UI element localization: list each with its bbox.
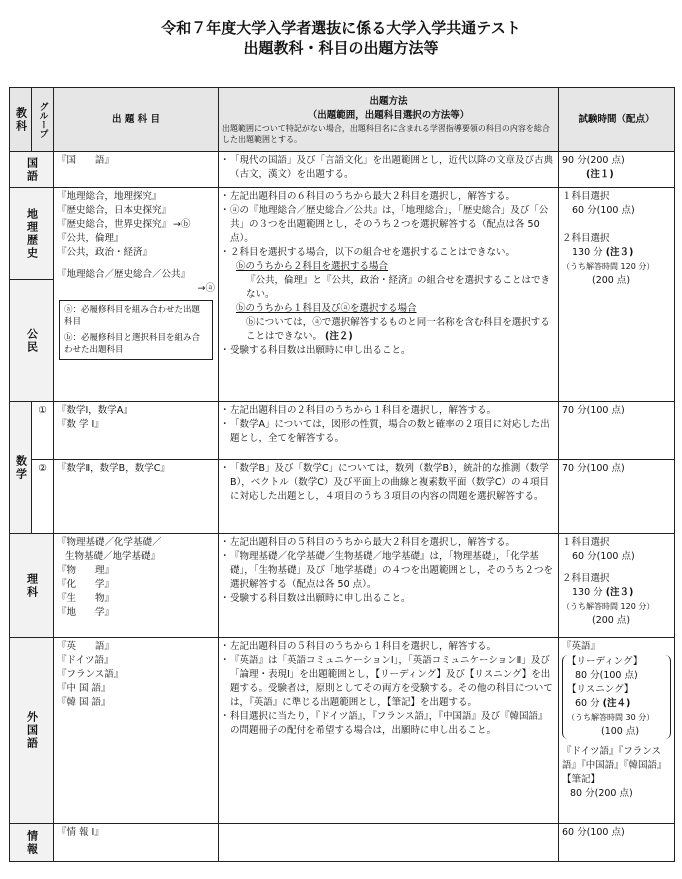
method-chireki-1: ・ 左記出題科目の６科目のうちから最大２科目を選択し，解答する。 [222, 190, 555, 204]
time-chireki-2pts: (200 点) [592, 275, 631, 286]
course-rika-3: 『化 学』 [57, 579, 115, 590]
time-gaikoku-other: 『ドイツ語』『フランス語』『中国語』『韓国語』 [562, 746, 667, 771]
header-method-sub: （出題範囲，出題科目選択の方法等） [307, 109, 470, 121]
time-gaikoku-written-v: 80 分(200 点) [570, 788, 633, 799]
time-kokugo: 90 分(200 点) [562, 155, 625, 166]
method-chireki-3a-text: 『公共，倫理』と『公共，政治・経済』の組合せを選択することはできない。 [246, 275, 551, 300]
time-rika-1v: 60 分(100 点) [572, 551, 635, 562]
course-chireki-5: 『公共，政治・経済』 [57, 247, 153, 258]
table-row-joho [10, 824, 675, 862]
course-rika-1b: 生物基礎／地学基礎』 [65, 551, 161, 562]
legend-a: ⓐ：必履修科目を組み合わせた出題科目 [64, 305, 201, 327]
time-gaikoku-reading: 【リーディング】 [567, 656, 643, 667]
header-group: グループ [37, 101, 48, 138]
time-rika-2sub: （うち解答時間 120 分） [562, 602, 655, 611]
header-method-title: 出題方法 [369, 95, 408, 107]
method-gaikoku-1: ・ 左記出題科目の５科目のうちから１科目を選択し，解答する。 [222, 640, 555, 654]
time-sugaku-2: 70 分(100 点) [559, 460, 675, 534]
time-gaikoku-listening-v: 60 分 [575, 698, 600, 709]
time-gaikoku-eng: 『英語』 [562, 641, 601, 652]
method-sugaku-2: ・ 「数学B」及び「数学C」については，数列（数学B），統計的な推測（数学B），ベクトル（数学C）及び平面上の曲線と複素数平面（数学C）の４項目に対応した出題とし，４項目のうち３項目の内容の問題を選択解答する。 [222, 462, 555, 504]
method-gaikoku-2: ・ 『英語』は「英語コミュニケーションⅠ」，「英語コミュニケーションⅡ」及び「論理・表現Ⅰ」を出題範囲とし，【リーディング】及び【リスニング】を出題する。受験者は，原則としてその両方を受験する。その他の科目については，『英語』に準じる出題範囲とし，【筆記】を出題する。 [222, 654, 555, 710]
method-sugaku-1b: ・ 「数学A」については，図形の性質，場合の数と確率の２項目に対応した出題とし，全てを解答する。 [222, 418, 555, 446]
table-row-sugaku-2 [10, 460, 675, 534]
course-gaikoku-5: 『韓 国 語』 [57, 697, 111, 708]
legend-box [59, 300, 213, 360]
method-rika-3: ・ 受験する科目数は出願時に申し出ること。 [222, 592, 555, 606]
group-2: ② [32, 460, 54, 534]
time-rika-1: １科目選択 [562, 537, 610, 548]
subject-sugaku: 数学 [14, 454, 28, 481]
course-sugaku-1a: 『数学Ⅰ，数学A』 [57, 405, 133, 416]
arrow-b: →ⓑ [173, 219, 191, 230]
time-gaikoku-listening-note: (注４) [602, 698, 631, 709]
course-gaikoku-1: 『英 語』 [57, 641, 115, 652]
course-gaikoku-2: 『ドイツ語』 [57, 655, 114, 666]
course-rika-5: 『地 学』 [57, 607, 115, 618]
method-chireki-3b-note: (注２) [325, 331, 353, 342]
time-rika-2v: 130 分 [572, 587, 603, 598]
time-gaikoku-listening-pts: (100 点) [601, 726, 640, 737]
method-kokugo: ・ 「現代の国語」及び「言語文化」を出題範囲とし，近代以降の文章及び古典（古文，漢文）を出題する。 [222, 154, 555, 182]
course-chireki-1: 『地理総合，地理探究』 [57, 191, 162, 202]
time-rika-2note: (注３) [605, 587, 634, 598]
time-gaikoku-written: 【筆記】 [562, 774, 601, 785]
time-chireki-2note: (注３) [605, 247, 634, 258]
table-header-row [10, 88, 675, 152]
subject-joho: 情報 [25, 829, 39, 856]
legend-b: ⓑ：必履修科目と選択科目を組み合わせた出題科目 [64, 333, 201, 355]
exam-subjects-table [9, 87, 675, 862]
course-chireki-a: 『地理総合／歴史総合／公共』 [57, 269, 191, 280]
method-sugaku-1a: ・ 左記出題科目の２科目のうちから１科目を選択し，解答する。 [222, 404, 555, 418]
course-sugaku-1b: 『数 学 Ⅰ』 [57, 419, 104, 430]
time-gaikoku-listening: 【リスニング】 [567, 684, 634, 695]
time-gaikoku-listening-sub: （うち解答時間 30 分） [567, 713, 655, 722]
method-chireki-3b: ⓑのうちから１科目及びⓐを選択する場合 [236, 303, 417, 314]
document-subtitle: 出題教科・科目の出題方法等 [243, 39, 439, 57]
time-joho: 60 分(100 点) [559, 824, 675, 862]
time-chireki-1: １科目選択 [562, 191, 610, 202]
course-sugaku-2: 『数学Ⅱ，数学B，数学C』 [54, 460, 219, 534]
header-time: 試験時間（配点） [559, 88, 675, 152]
subject-chireki: 地理歴史 [25, 207, 39, 260]
table-row-sugaku-1 [10, 402, 675, 460]
time-chireki-2sub: （うち解答時間 120 分） [562, 262, 655, 271]
method-chireki-2: ・ ⓐの『地理総合／歴史総合／公共』は，「地理総合」，「歴史総合」及び「公共」の３つを出題範囲とし，そのうち２つを選択解答する（配点は各 50 点）。 [222, 204, 555, 246]
method-chireki-4: ・ 受験する科目数は出願時に申し出ること。 [222, 344, 555, 358]
course-gaikoku-4: 『中 国 語』 [57, 683, 111, 694]
method-chireki-3b-text: ⓑについては，ⓐで選択解答するものと同一名称を含む科目を選択することはできない。 [246, 317, 550, 342]
method-chireki-3a: ⓑのうちから２科目を選択する場合 [236, 261, 389, 272]
time-kokugo-note: (注１) [586, 169, 614, 180]
subject-kokugo: 国語 [25, 156, 39, 183]
course-rika-4: 『生 物』 [57, 593, 115, 604]
subject-rika: 理科 [25, 572, 39, 599]
header-course: 出 題 科 目 [54, 88, 219, 152]
table-row-kokugo [10, 152, 675, 188]
course-chireki-3: 『歴史総合，世界史探究』 [57, 219, 172, 230]
group-1: ① [32, 402, 54, 460]
course-gaikoku-3: 『フランス語』 [57, 669, 124, 680]
course-rika-2: 『物 理』 [57, 565, 115, 576]
time-gaikoku-reading-v: 80 分(100 点) [575, 670, 638, 681]
course-joho: 『情 報 Ⅰ』 [54, 824, 219, 862]
course-chireki-4: 『公共，倫理』 [57, 233, 124, 244]
time-sugaku-1: 70 分(100 点) [559, 402, 675, 460]
table-row-gaikoku [10, 638, 675, 824]
course-kokugo: 『国 語』 [54, 152, 219, 188]
method-chireki-3: ・ ２科目を選択する場合，以下の組合せを選択することはできない。 [222, 246, 555, 260]
time-rika-2: ２科目選択 [562, 573, 610, 584]
course-rika-1: 『物理基礎／化学基礎／ [57, 537, 162, 548]
subject-komin: 公民 [25, 327, 39, 354]
time-chireki-2: ２科目選択 [562, 233, 610, 244]
time-chireki-2v: 130 分 [572, 247, 603, 258]
method-gaikoku-3: ・ 科目選択に当たり，『ドイツ語』，『フランス語』，『中国語』及び『韓国語』の問題冊子の配付を希望する場合は，出願時に申し出ること。 [222, 710, 555, 738]
subject-gaikoku: 外国語 [25, 711, 39, 750]
time-rika-2pts: (200 点) [592, 615, 631, 626]
time-chireki-1v: 60 分(100 点) [572, 205, 635, 216]
header-subject: 教科 [14, 106, 28, 133]
header-method-note: 出題範囲について特記がない場合，出題科目名に含まれる学習指導要領の科目の内容を総合した出題範囲とする。 [222, 123, 550, 144]
table-row-chireki [10, 188, 675, 280]
method-rika-1: ・ 左記出題科目の５科目のうちから最大２科目を選択し，解答する。 [222, 536, 555, 550]
course-chireki-2: 『歴史総合，日本史探究』 [57, 205, 172, 216]
method-rika-2: ・ 『物理基礎／化学基礎／生物基礎／地学基礎』は，「物理基礎」，「化学基礎」，「生物基礎」及び「地学基礎」の４つを出題範囲とし，そのうち２つを選択解答する（配点は各 50 点）。 [222, 550, 555, 592]
table-row-rika [10, 534, 675, 638]
arrow-a: →ⓐ [197, 283, 215, 294]
document-title: 令和７年度大学入学者選抜に係る大学入学共通テスト [161, 19, 521, 37]
